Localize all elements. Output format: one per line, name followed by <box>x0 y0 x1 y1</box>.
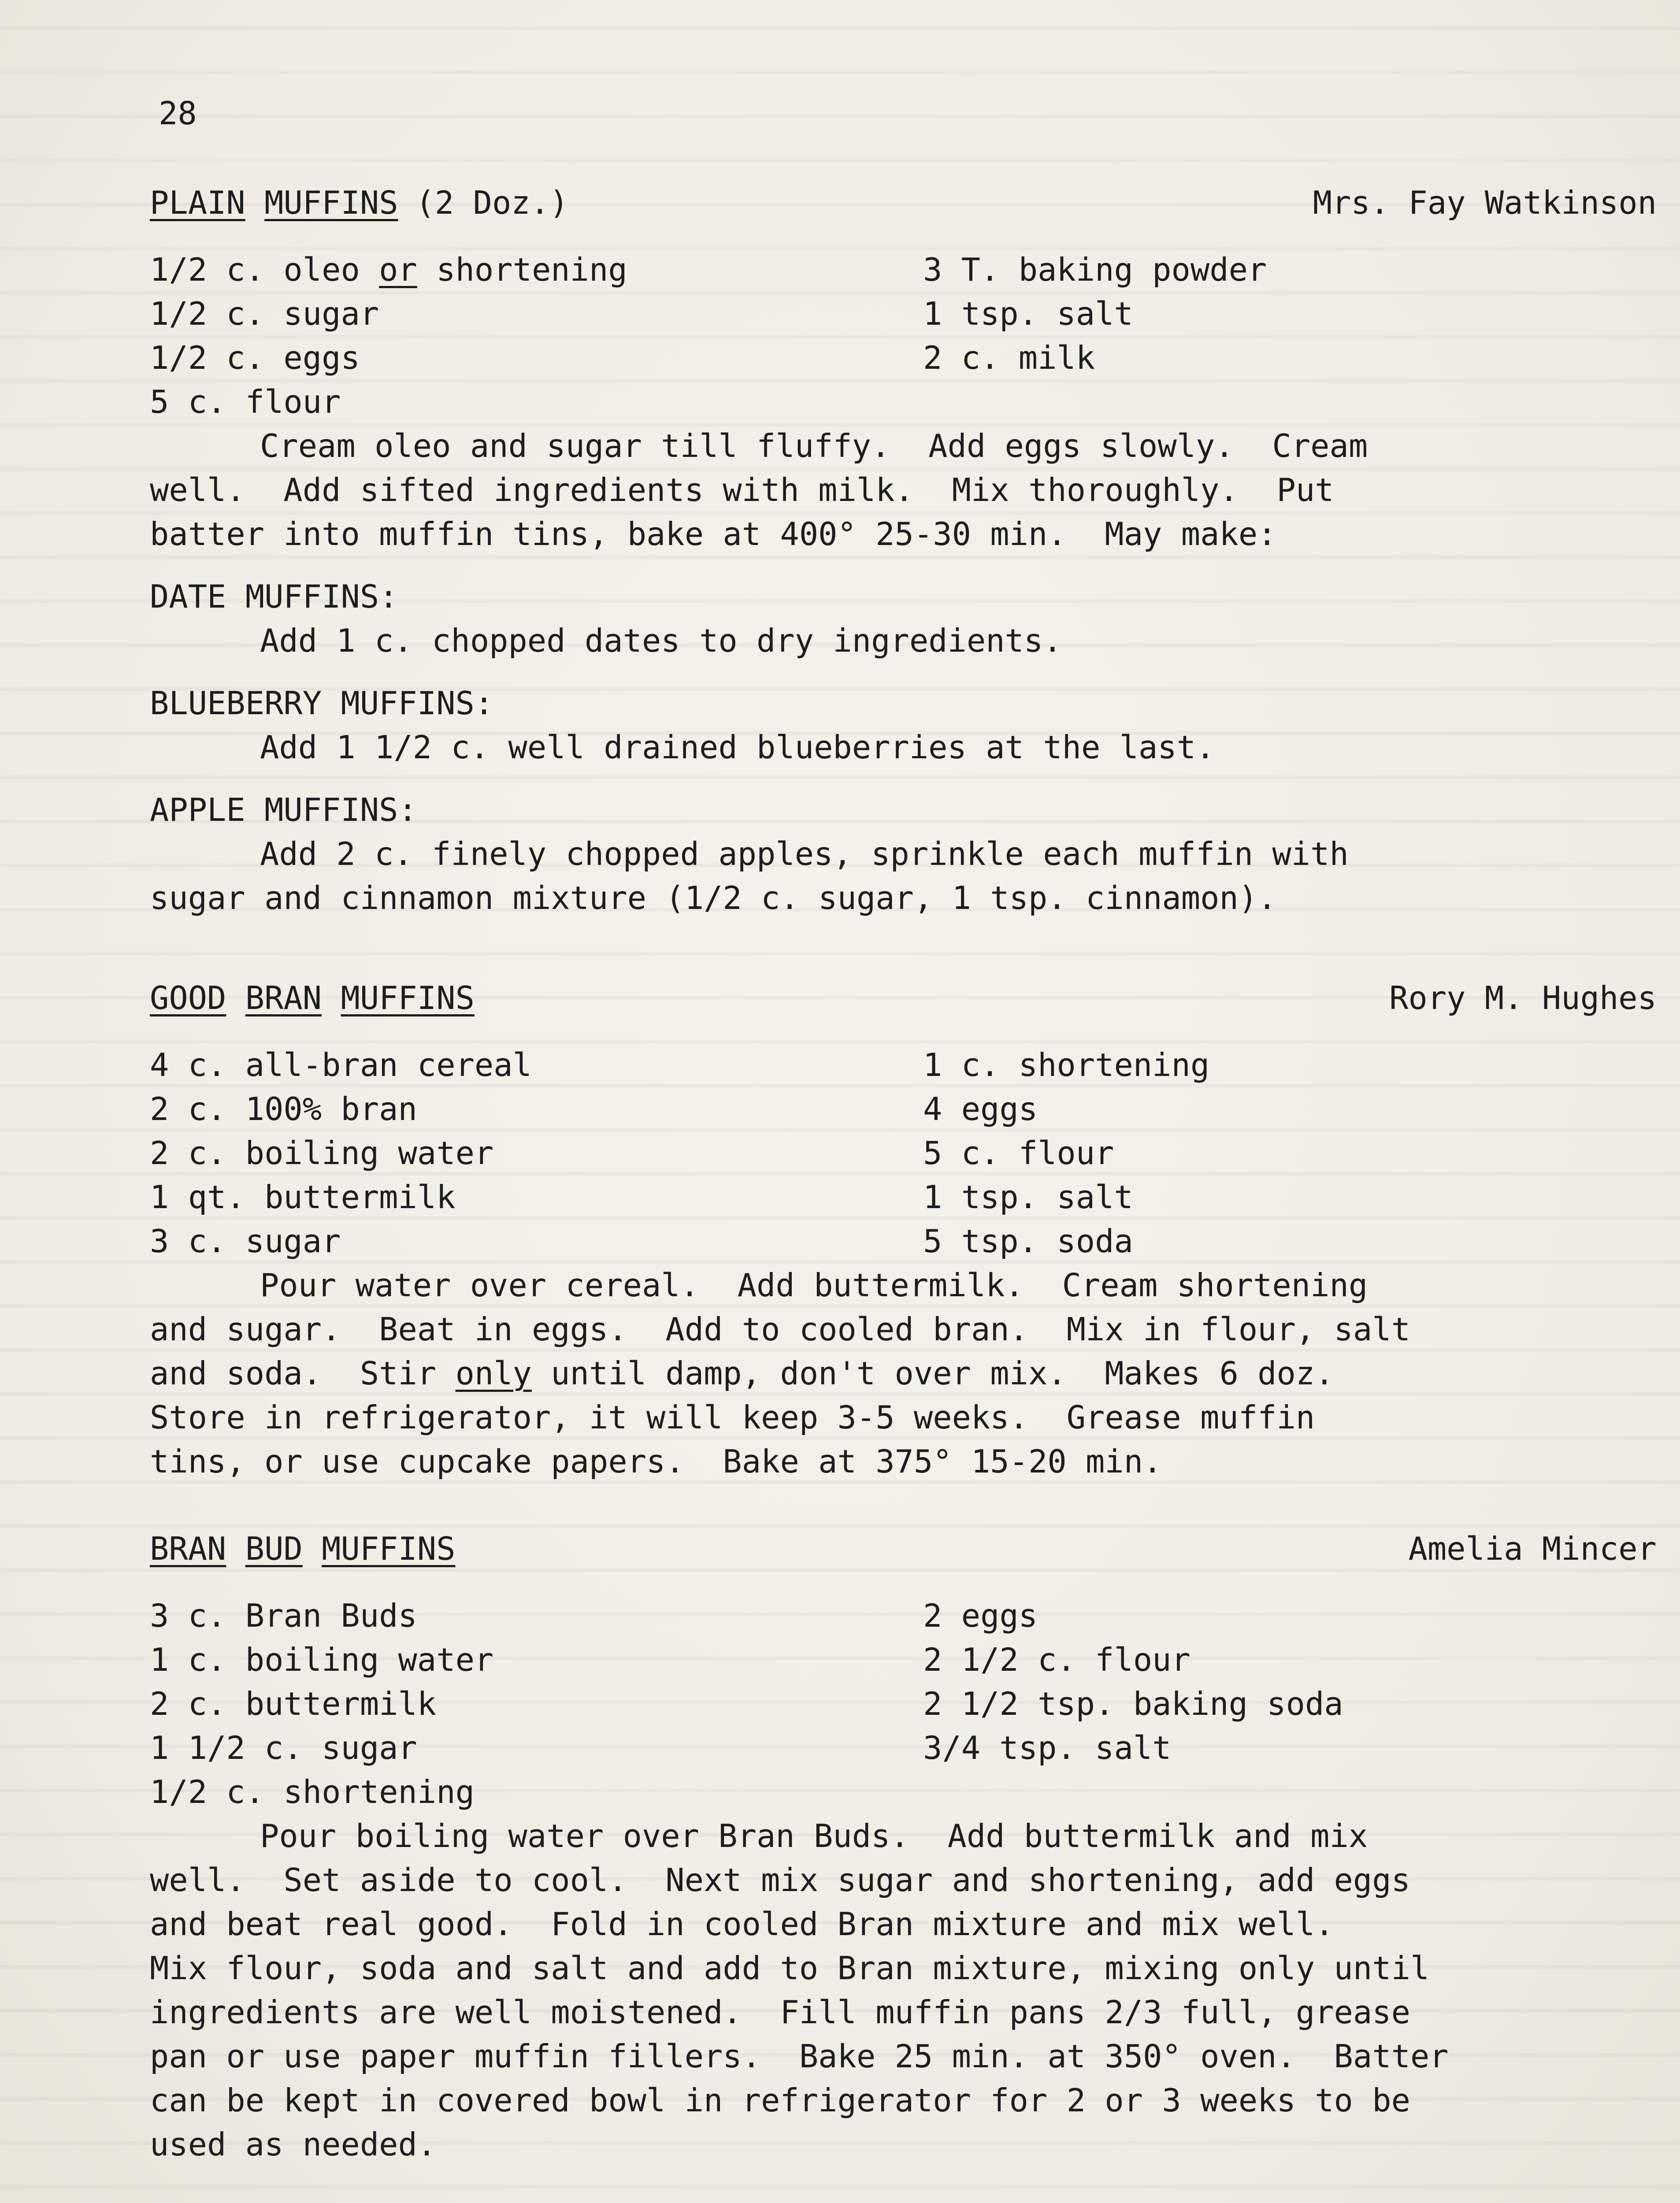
variant-blueberry-muffins <box>150 681 1657 769</box>
ingredient-text: shortening <box>417 251 627 288</box>
variant-line: Add 1 c. chopped dates to dry ingredients. <box>260 622 1062 659</box>
title-word: PLAIN <box>150 184 245 221</box>
ingredient-line: 2 c. boiling water <box>150 1135 494 1172</box>
ingredient-column-left <box>150 1594 923 1814</box>
ingredient-line: 5 c. flour <box>923 1135 1114 1172</box>
ingredient-line: 4 c. all-bran cereal <box>150 1046 532 1083</box>
ingredient-line: 2 c. buttermilk <box>150 1685 437 1722</box>
underlined-word: only <box>455 1355 532 1392</box>
ingredient-line: 3/4 tsp. salt <box>923 1729 1172 1766</box>
ingredient-line: 1 1/2 c. sugar <box>150 1729 417 1766</box>
direction-line: Pour water over cereal. Add buttermilk. Cream shortening <box>260 1267 1368 1304</box>
recipe-good-bran-muffins <box>150 976 1657 1484</box>
ingredient-column-right <box>923 1043 1657 1263</box>
ingredient-line: 3 c. Bran Buds <box>150 1597 417 1634</box>
recipe-title <box>150 1527 456 1571</box>
ingredient-line: 2 c. milk <box>923 339 1095 376</box>
recipe-bran-bud-muffins <box>150 1527 1657 2166</box>
direction-text: until damp, don't over mix. Makes 6 doz. <box>531 1355 1334 1392</box>
recipe-author: Amelia Mincer <box>1408 1530 1657 1567</box>
ingredient-column-left <box>150 1043 923 1263</box>
ingredient-line: 1/2 c. shortening <box>150 1773 475 1810</box>
ingredient-line: 3 T. baking powder <box>923 251 1267 288</box>
variant-date-muffins <box>150 575 1657 663</box>
ingredient-column-left <box>150 248 923 424</box>
ingredient-list <box>150 1594 1657 1814</box>
recipe-author: Mrs. Fay Watkinson <box>1313 184 1657 221</box>
recipe-directions <box>150 424 1657 556</box>
ingredient-list <box>150 1043 1657 1263</box>
recipe-header <box>150 1527 1657 1571</box>
ingredient-line: 5 tsp. soda <box>923 1223 1133 1260</box>
title-word: BRAN <box>150 1530 226 1567</box>
ingredient-line: 1/2 c. sugar <box>150 295 379 332</box>
variant-line: Add 2 c. finely chopped apples, sprinkle each muffin with <box>260 835 1349 872</box>
direction-line: well. Add sifted ingredients with milk. Mix thoroughly. Put <box>150 471 1334 508</box>
recipe-plain-muffins <box>150 181 1657 920</box>
ingredient-line: 2 eggs <box>923 1597 1038 1634</box>
ingredient-line: 1/2 c. eggs <box>150 339 360 376</box>
direction-line: batter into muffin tins, bake at 400° 25-30 min. May make: <box>150 516 1277 553</box>
recipe-title <box>150 976 475 1020</box>
variant-name: DATE MUFFINS: <box>150 578 398 615</box>
ingredient-list <box>150 248 1657 424</box>
ingredient-line: 2 1/2 c. flour <box>923 1641 1190 1678</box>
variant-name: BLUEBERRY MUFFINS: <box>150 685 494 722</box>
ingredient-line: 5 c. flour <box>150 383 341 420</box>
direction-line: and sugar. Beat in eggs. Add to cooled bran. Mix in flour, salt <box>150 1311 1410 1348</box>
underlined-word: or <box>379 251 417 288</box>
title-word: MUFFINS <box>264 184 398 221</box>
direction-line: can be kept in covered bowl in refrigerator for 2 or 3 weeks to be <box>150 2082 1410 2119</box>
variant-name: APPLE MUFFINS: <box>150 791 417 828</box>
recipe-directions <box>150 1263 1657 1484</box>
recipe-directions <box>150 1814 1657 2166</box>
direction-line: Store in refrigerator, it will keep 3-5 weeks. Grease muffin <box>150 1399 1315 1436</box>
recipe-header <box>150 181 1657 225</box>
ingredient-line: 1 c. shortening <box>923 1046 1210 1083</box>
ingredient-line <box>150 248 923 292</box>
ingredient-line: 2 1/2 tsp. baking soda <box>923 1685 1343 1722</box>
recipe-title <box>150 181 568 225</box>
ingredient-text: 1/2 c. oleo <box>150 251 379 288</box>
ingredient-column-right <box>923 248 1657 424</box>
direction-line: ingredients are well moistened. Fill muffin pans 2/3 full, grease <box>150 1994 1410 2031</box>
ingredient-line: 2 c. 100% bran <box>150 1090 417 1127</box>
ingredient-line: 4 eggs <box>923 1090 1038 1127</box>
title-word: BUD <box>245 1530 303 1567</box>
direction-line <box>150 1351 1657 1395</box>
direction-line: used as needed. <box>150 2126 437 2163</box>
recipe-author: Rory M. Hughes <box>1389 979 1657 1016</box>
title-word: GOOD <box>150 979 226 1016</box>
variant-apple-muffins <box>150 788 1657 920</box>
title-word: BRAN <box>245 979 322 1016</box>
recipe-header <box>150 976 1657 1020</box>
direction-text: and soda. Stir <box>150 1355 456 1392</box>
recipe-yield: (2 Doz.) <box>415 184 569 221</box>
variant-line: sugar and cinnamon mixture (1/2 c. sugar, 1 tsp. cinnamon). <box>150 879 1277 916</box>
ingredient-column-right <box>923 1594 1657 1814</box>
direction-line: well. Set aside to cool. Next mix sugar and shortening, add eggs <box>150 1862 1410 1899</box>
ingredient-line: 3 c. sugar <box>150 1223 341 1260</box>
direction-line: tins, or use cupcake papers. Bake at 375° 15-20 min. <box>150 1443 1162 1480</box>
ingredient-line: 1 qt. buttermilk <box>150 1179 456 1216</box>
direction-line: Pour boiling water over Bran Buds. Add buttermilk and mix <box>260 1817 1368 1854</box>
direction-line: Mix flour, soda and salt and add to Bran mixture, mixing only until <box>150 1950 1430 1987</box>
direction-line: Cream oleo and sugar till fluffy. Add eggs slowly. Cream <box>260 427 1368 464</box>
page-number: 28 <box>159 95 197 132</box>
ingredient-line: 1 tsp. salt <box>923 1179 1133 1216</box>
variant-line: Add 1 1/2 c. well drained blueberries at the last. <box>260 729 1215 766</box>
title-word: MUFFINS <box>341 979 475 1016</box>
direction-line: and beat real good. Fold in cooled Bran mixture and mix well. <box>150 1906 1334 1943</box>
title-word: MUFFINS <box>322 1530 456 1567</box>
ingredient-line: 1 c. boiling water <box>150 1641 494 1678</box>
direction-line: pan or use paper muffin fillers. Bake 25 min. at 350° oven. Batter <box>150 2038 1449 2075</box>
ingredient-line: 1 tsp. salt <box>923 295 1133 332</box>
